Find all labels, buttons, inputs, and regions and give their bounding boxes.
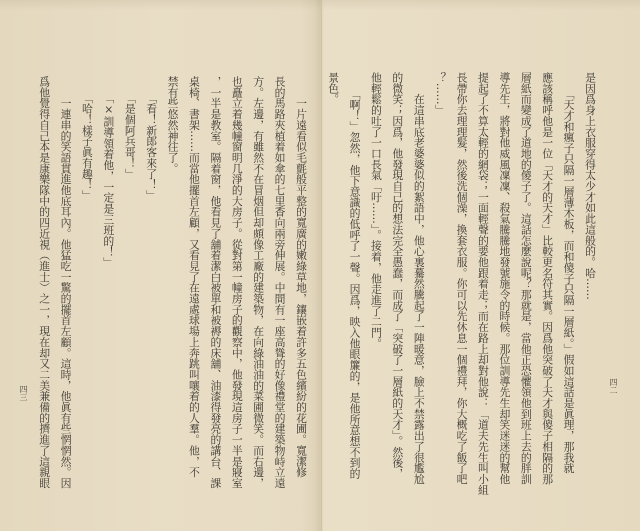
left-page-text bbox=[33, 76, 312, 496]
text-column: 他輕鬆的吐了一口長氣「吁……」。接着，他走進了二門。 bbox=[369, 72, 383, 349]
text-column: 「看！新郎客來了！」 bbox=[145, 76, 159, 201]
text-column: 長的馬路夾植着如傘的七里香向兩旁伸展。中間有一座高聳的好像禮堂的建築物峙立遠 bbox=[273, 76, 287, 489]
text-column: 的微笑；因爲，他發現自己的想法完全愚蠢，而成了「突破了一層紙的天才」。然後， bbox=[391, 72, 405, 479]
text-column: 應該稱呼他是一位「天才的天才」比較更名符其實。因爲他突破了天才與傻子相隔的那 bbox=[541, 72, 555, 485]
text-column: 「天才和瘋子只隔一層薄木板，而和傻子只隔一層紙。」假如這話是眞理，那我就 bbox=[562, 72, 576, 474]
text-column: 層紙而變成了道地的傻子了。這話怎麼說呢？那就是，當他正恐懼領他到班上去的胖訓 bbox=[519, 72, 533, 485]
right-page-text bbox=[322, 72, 601, 496]
text-column: 是因爲身上衣服穿得太少才如此這般的。哈…… bbox=[584, 72, 597, 300]
text-column: 景色。 bbox=[327, 72, 341, 105]
page-number-left: 四三 bbox=[19, 385, 28, 401]
text-column: 禁有些悠然神往了。 bbox=[166, 76, 180, 174]
text-column: 長帶你去理理髮，然後洗個澡，換套衣服。你可以先休息一個禮拜，你大概吃了飯了吧 bbox=[455, 72, 469, 485]
text-column: 「是個阿兵哥！」 bbox=[123, 76, 137, 180]
text-column: 桌椅、書架……而當他擺首左顧，又看見了在遠處球場上奔跳叫嚷着的人羣。他，不 bbox=[187, 76, 201, 478]
text-column: 一片遠看似毛氈般平整的寬廣的嫩綠草地，鑲嵌着許多五色繽紛的花圃。寬潔修 bbox=[295, 76, 308, 478]
text-column: 方。左邊，有雖然不在冒烟但却頗像工廠的建築物，在向綠油油的菜圃微笑。而右邊， bbox=[252, 76, 266, 489]
page-number-right: 四二 bbox=[609, 378, 618, 394]
text-column: 導先生，將對他威風凜凜、殺氣騰騰地發號施令的時候。那位訓導先生却笑迷迷的幫他 bbox=[498, 72, 512, 485]
text-column: 「×訓導領着他，一定是三班的！」 bbox=[102, 76, 116, 269]
text-column: ？……」 bbox=[434, 72, 448, 116]
gutter-shadow bbox=[314, 0, 321, 531]
text-column: 提起了不算太輕的網袋；一面輕聲的要他跟着走；而在路上却對他說：「道夫先生叫小組 bbox=[476, 72, 490, 496]
text-column: 「啊！」忽然，他下意識的低呼了一聲。因爲，映入他眼簾的，是他所意想不到的 bbox=[348, 72, 362, 479]
text-column: 一連串的笑語貫進他底耳內。他猛吃一驚的擺首左顧。這時，他眞有些惘惘然。因 bbox=[59, 76, 73, 489]
text-column: 也矗立着幾幢窗明几淨的大房子。從對第一幢房子的觀察中，他發現這房子一半是寢室 bbox=[230, 76, 244, 489]
text-column: 「哈！樣子眞有趣！」 bbox=[80, 76, 94, 201]
text-column: 在這串底老婆婆似的絮語中，他心裏驀然騰起了一陣暖意，臉上不禁露出了很尷尬 bbox=[412, 72, 426, 485]
text-column: 爲他覺得自己本是康樂隊中的四近視（進士）之一，現在却又二美兼備的擠進了這親眼 bbox=[38, 76, 52, 489]
text-column: ，一半是教室。隔着窗，他看見了舖着潔白被單和被褥的床舖、油漆得發亮的講台、課 bbox=[209, 76, 223, 489]
